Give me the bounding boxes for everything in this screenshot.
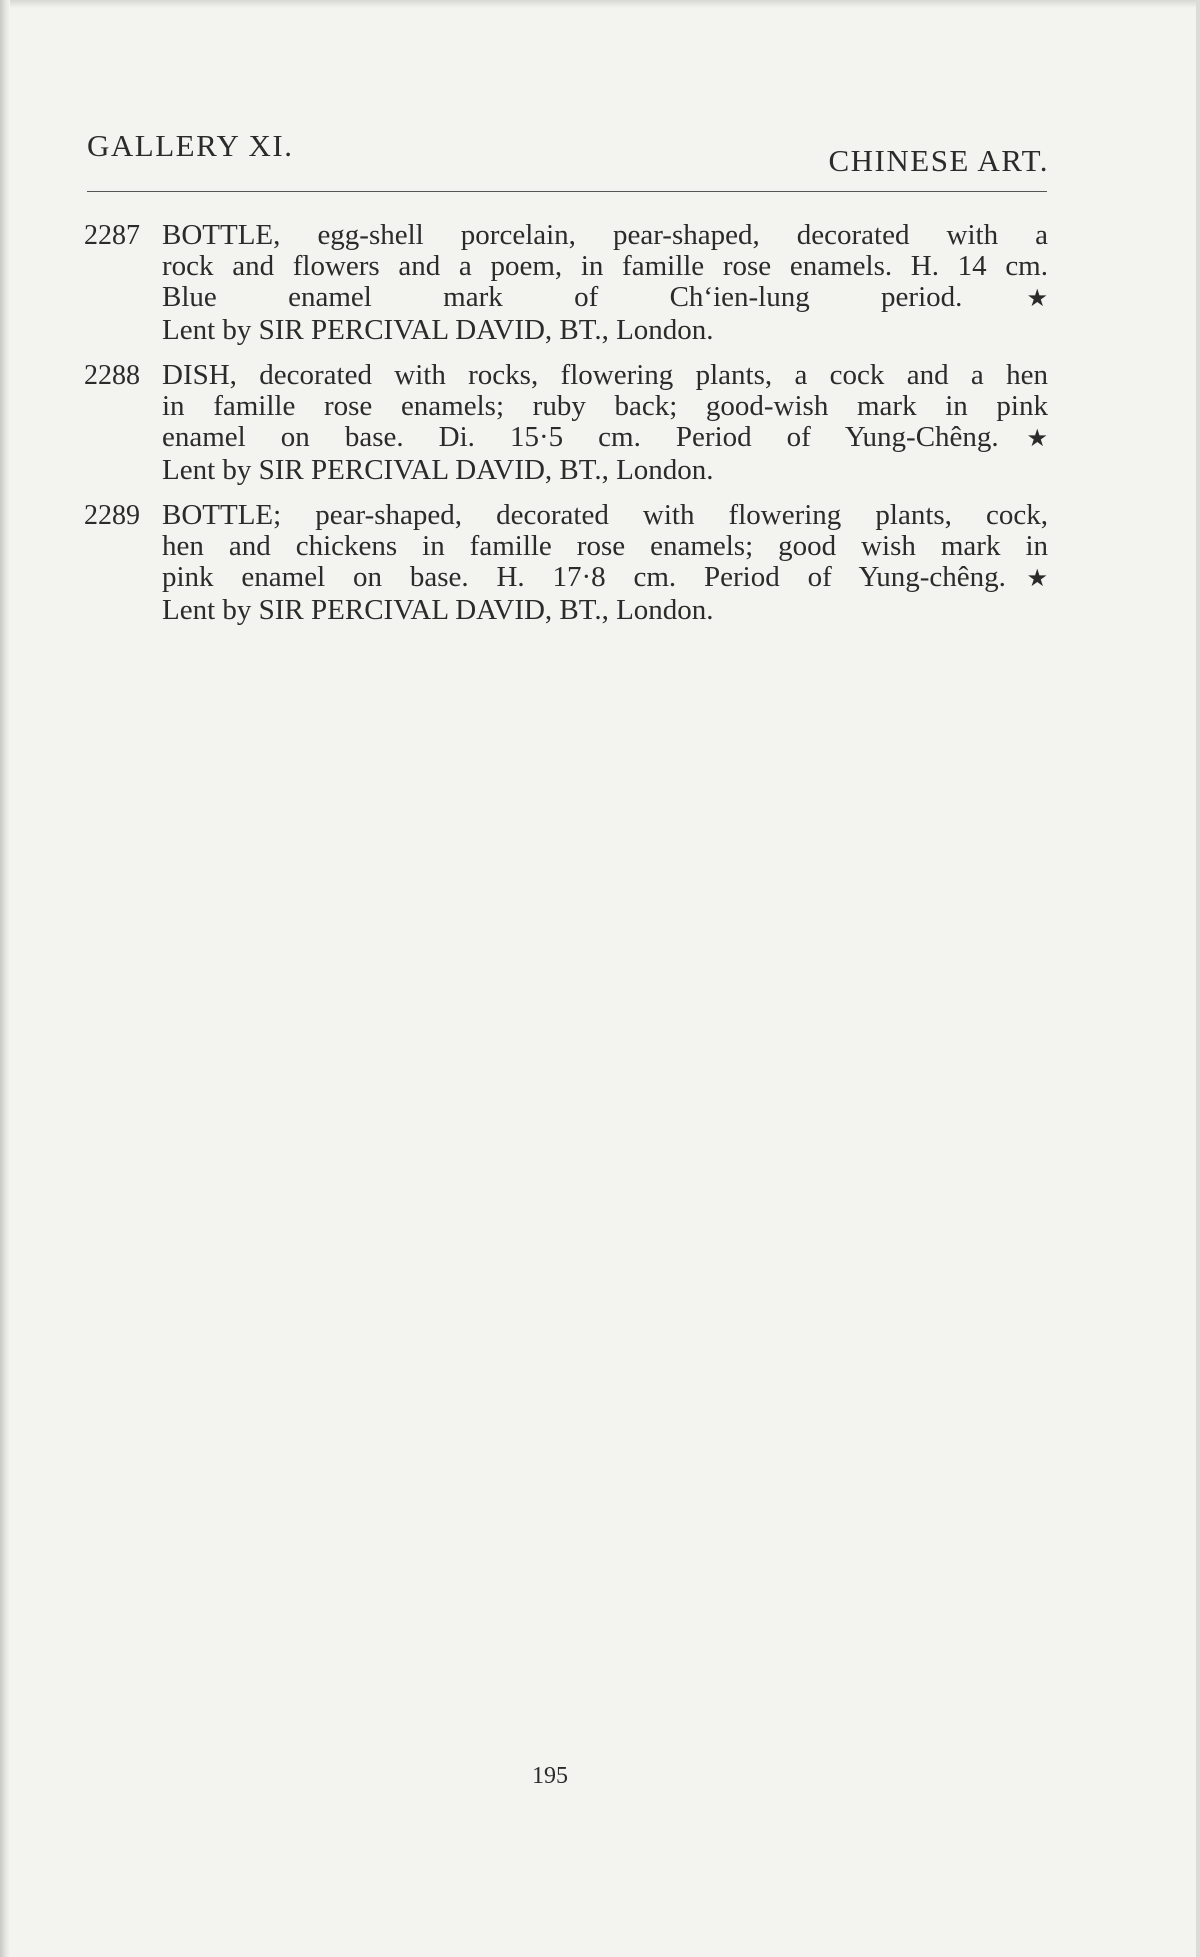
entry-text (162, 360, 1048, 486)
entry-line: hen and chickens in famille rose enamels; good wish mark in (162, 530, 1048, 562)
entry-lender-line: Lent by SIR PERCIVAL DAVID, BT., London. (162, 454, 714, 486)
entry-line: pink enamel on base. H. 17·8 cm. Period of Yung-chêng. (162, 561, 1006, 593)
running-head-right: CHINESE ART. (828, 143, 1049, 178)
entry-lender-line: Lent by SIR PERCIVAL DAVID, BT., London. (162, 594, 714, 626)
page-edge-left (0, 0, 10, 1957)
entry-line: in famille rose enamels; ruby back; good-wish mark in pink (162, 390, 1048, 422)
catalogue-entry (84, 500, 1048, 626)
catalogue-entry (84, 220, 1048, 346)
entry-line: Blue enamel mark of Ch‘ien-lung period. (162, 281, 963, 313)
star-icon: ★ (1005, 566, 1049, 592)
page-edge-right (1196, 0, 1200, 1957)
running-head (87, 128, 1049, 178)
entry-line-with-star (162, 422, 1048, 455)
star-icon: ★ (962, 286, 1048, 312)
entry-text (162, 500, 1048, 626)
entry-number: 2289 (84, 500, 140, 531)
catalogue-entries (84, 220, 1048, 640)
entry-text (162, 220, 1048, 346)
entry-line: BOTTLE; pear-shaped, decorated with flowering plants, cock, (162, 499, 1048, 531)
entry-line: BOTTLE, egg-shell porcelain, pear-shaped, decorated with a (162, 219, 1048, 251)
entry-line-with-star (162, 562, 1048, 595)
header-rule (87, 191, 1047, 192)
entry-number: 2288 (84, 360, 140, 391)
entry-number: 2287 (84, 220, 140, 251)
catalogue-entry (84, 360, 1048, 486)
page-number: 195 (532, 1763, 568, 1789)
entry-line: enamel on base. Di. 15·5 cm. Period of Yung-Chêng. (162, 421, 999, 453)
entry-line-with-star (162, 282, 1048, 315)
star-icon: ★ (998, 426, 1048, 452)
entry-lender-line: Lent by SIR PERCIVAL DAVID, BT., London. (162, 314, 714, 346)
entry-line: rock and flowers and a poem, in famille rose enamels. H. 14 cm. (162, 250, 1048, 282)
running-head-left: GALLERY XI. (87, 128, 294, 163)
page-edge-top (0, 0, 1200, 8)
entry-line: DISH, decorated with rocks, flowering plants, a cock and a hen (162, 359, 1048, 391)
